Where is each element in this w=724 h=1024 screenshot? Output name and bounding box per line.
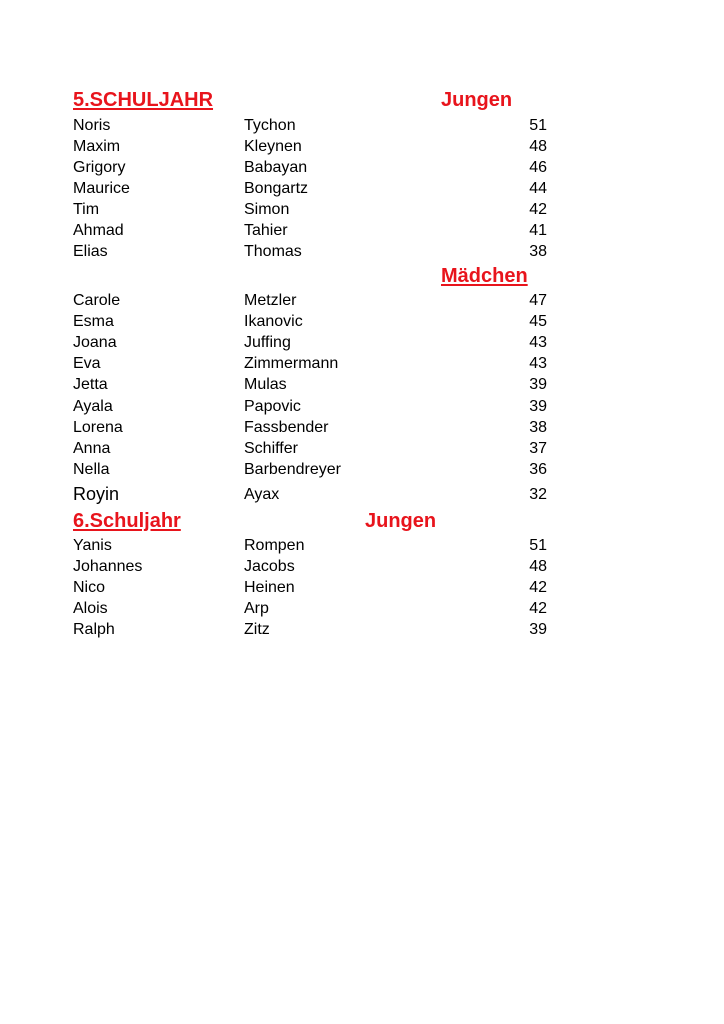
last-name: Tahier: [244, 222, 288, 239]
score: 42: [529, 201, 547, 218]
score: 43: [529, 334, 547, 351]
score: 41: [529, 222, 547, 239]
table-row: [0, 353, 724, 374]
score: 39: [529, 398, 547, 415]
first-name: Maurice: [73, 180, 130, 197]
table-row: [0, 241, 724, 262]
first-name: Carole: [73, 292, 121, 309]
first-name: Maxim: [73, 138, 121, 155]
group-label-maedchen-5: Mädchen: [441, 265, 528, 287]
table-row: [0, 199, 724, 220]
group-label-jungen-5: Jungen: [441, 89, 513, 111]
last-name: Fassbender: [244, 419, 329, 436]
table-row: [0, 459, 724, 480]
table-row: [0, 577, 724, 598]
first-name: Nella: [73, 461, 110, 478]
first-name: Royin: [73, 484, 120, 504]
table-row: [0, 535, 724, 556]
table-row: [0, 556, 724, 577]
last-name: Simon: [244, 201, 290, 218]
score: 44: [529, 180, 547, 197]
first-name: Alois: [73, 600, 108, 617]
first-name: Ahmad: [73, 222, 124, 239]
last-name: Kleynen: [244, 138, 302, 155]
first-name: Yanis: [73, 537, 112, 554]
table-row: [0, 619, 724, 640]
last-name: Babayan: [244, 159, 308, 176]
last-name: Thomas: [244, 243, 302, 260]
first-name: Noris: [73, 117, 111, 134]
last-name: Ikanovic: [244, 313, 303, 330]
table-row: [0, 484, 724, 505]
score: 32: [529, 486, 547, 503]
table-row: [0, 374, 724, 395]
table-row: [0, 396, 724, 417]
first-name: Jetta: [73, 376, 108, 393]
first-name: Ralph: [73, 621, 115, 638]
last-name: Arp: [244, 600, 269, 617]
last-name: Papovic: [244, 398, 301, 415]
score: 51: [529, 537, 547, 554]
last-name: Rompen: [244, 537, 305, 554]
last-name: Metzler: [244, 292, 297, 309]
first-name: Nico: [73, 579, 106, 596]
table-row: [0, 157, 724, 178]
table-row: [0, 220, 724, 241]
score: 51: [529, 117, 547, 134]
score: 37: [529, 440, 547, 457]
score: 42: [529, 600, 547, 617]
table-row: [0, 115, 724, 136]
table-row: [0, 438, 724, 459]
section-title-6-schuljahr: 6.Schuljahr: [73, 510, 181, 532]
table-row: [0, 417, 724, 438]
score: 43: [529, 355, 547, 372]
score: 42: [529, 579, 547, 596]
last-name: Zimmermann: [244, 355, 339, 372]
last-name: Barbendreyer: [244, 461, 341, 478]
score: 38: [529, 243, 547, 260]
score: 46: [529, 159, 547, 176]
last-name: Schiffer: [244, 440, 298, 457]
table-row: [0, 136, 724, 157]
first-name: Joana: [73, 334, 117, 351]
score: 39: [529, 376, 547, 393]
first-name: Esma: [73, 313, 114, 330]
group-label-jungen-6: Jungen: [365, 510, 437, 532]
last-name: Tychon: [244, 117, 296, 134]
last-name: Juffing: [244, 334, 291, 351]
score: 36: [529, 461, 547, 478]
score: 48: [529, 138, 547, 155]
last-name: Mulas: [244, 376, 287, 393]
table-row: [0, 332, 724, 353]
first-name: Ayala: [73, 398, 113, 415]
score: 45: [529, 313, 547, 330]
first-name: Eva: [73, 355, 101, 372]
table-row: [0, 178, 724, 199]
table-row: [0, 311, 724, 332]
table-row: [0, 290, 724, 311]
score: 47: [529, 292, 547, 309]
score: 39: [529, 621, 547, 638]
first-name: Tim: [73, 201, 100, 218]
score: 38: [529, 419, 547, 436]
last-name: Bongartz: [244, 180, 309, 197]
first-name: Johannes: [73, 558, 143, 575]
last-name: Heinen: [244, 579, 295, 596]
last-name: Zitz: [244, 621, 270, 638]
first-name: Anna: [73, 440, 111, 457]
table-row: [0, 598, 724, 619]
score: 48: [529, 558, 547, 575]
section-title-5-schuljahr: 5.SCHULJAHR: [73, 89, 214, 111]
first-name: Elias: [73, 243, 108, 260]
first-name: Lorena: [73, 419, 123, 436]
first-name: Grigory: [73, 159, 126, 176]
last-name: Ayax: [244, 486, 280, 503]
last-name: Jacobs: [244, 558, 295, 575]
